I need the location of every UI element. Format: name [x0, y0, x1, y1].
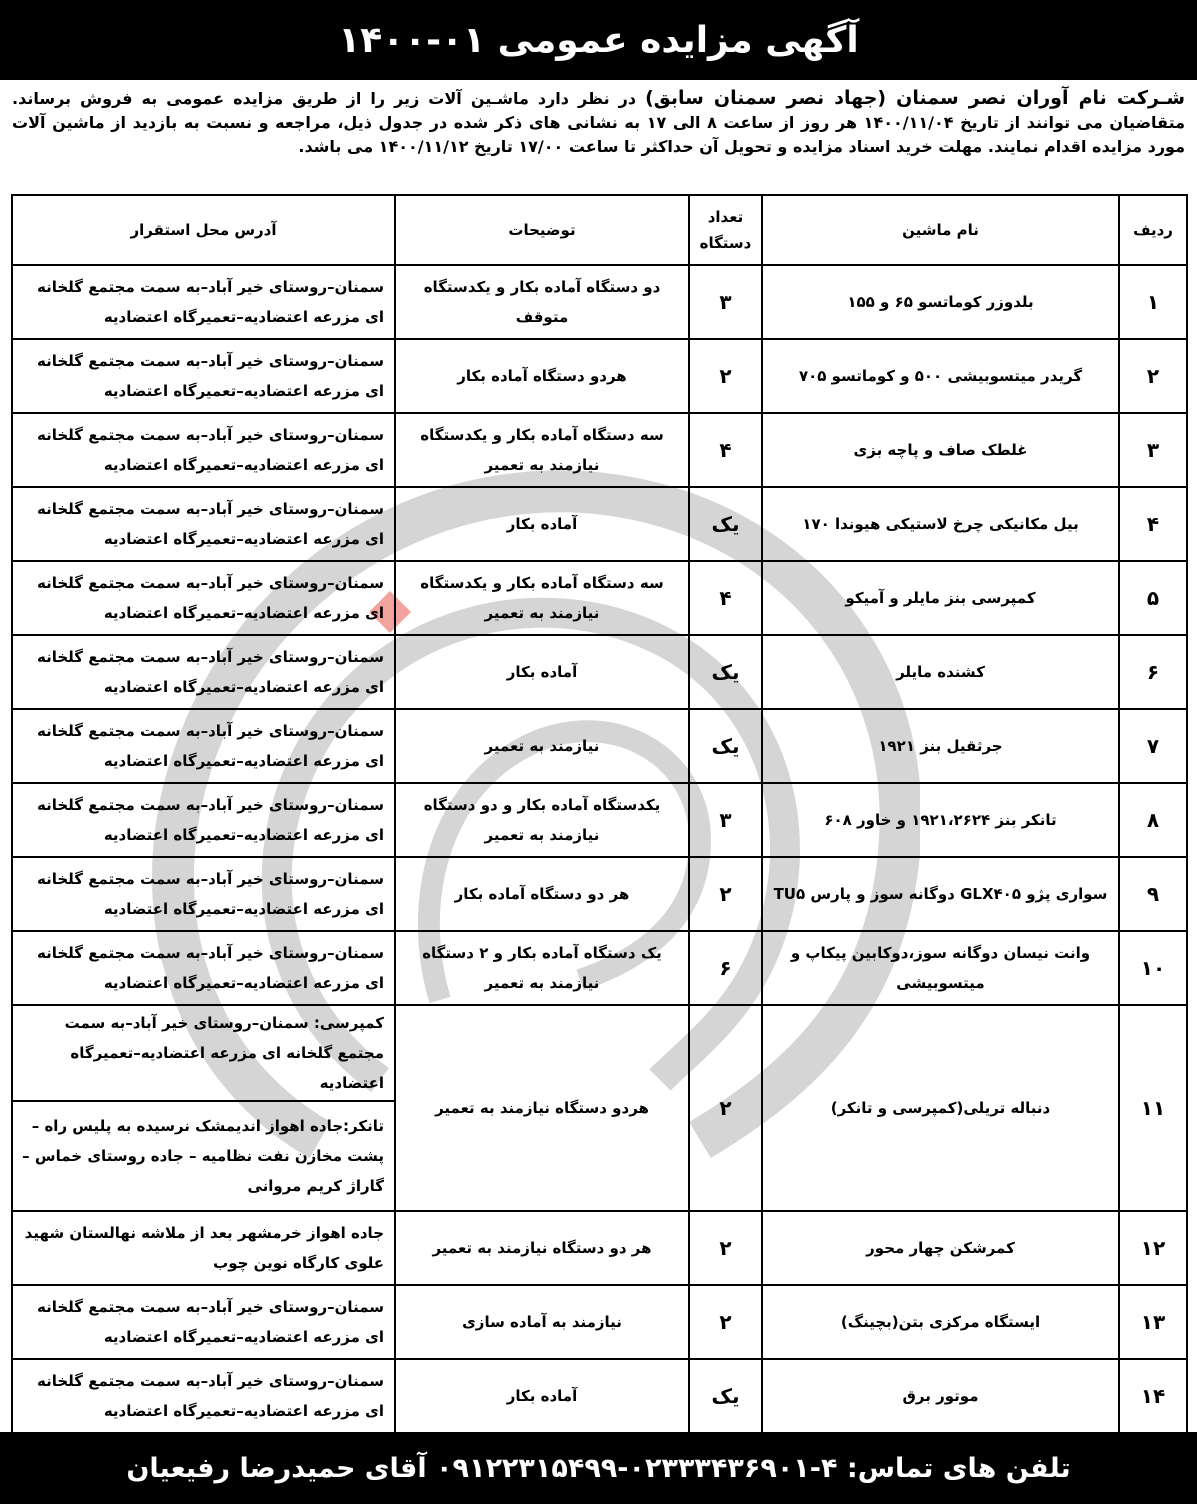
- row-number: ۲: [1119, 339, 1187, 413]
- machine-description: نیازمند به آماده سازی: [395, 1285, 689, 1359]
- machine-name: دنباله تریلی(کمپرسی و تانکر): [762, 1005, 1119, 1211]
- table-row: [12, 1005, 1187, 1101]
- machine-description: هر دو دستگاه آماده بکار: [395, 857, 689, 931]
- machine-description: هردو دستگاه نیازمند به تعمیر: [395, 1005, 689, 1211]
- contact-footer: [0, 1432, 1197, 1504]
- machine-address: سمنان–روستای خیر آباد–به سمت مجتمع گلخانه ای مزرعه اعتضادیه–تعمیرگاه اعتضادیه: [12, 1359, 395, 1433]
- table-header-row: [12, 195, 1187, 265]
- machine-count: یک: [689, 709, 762, 783]
- machine-name: بلدوزر کوماتسو ۶۵ و ۱۵۵: [762, 265, 1119, 339]
- machine-description: یکدستگاه آماده بکار و دو دستگاه نیازمند به تعمیر: [395, 783, 689, 857]
- table-row: [12, 265, 1187, 339]
- notice-title-text: آگهی مزایده عمومی ۰۱-۱۴۰۰: [338, 19, 859, 61]
- machine-count: ۶: [689, 931, 762, 1005]
- intro-text: در نظر دارد ماشـین آلات زیر را از طریق مزایده عمومی به فروش برساند. متقاضیان می توانند از تاریخ ۱۴۰۰/۱۱/۰۴ هر روز از ساعت ۸ الی ۱۷ به نشانی های ذکر شده در جدول ذیل، مراجعه و نسبت به بازدید از ماشین آلات مورد مزایده اقدام نمایند. مهلت خرید اسناد مزایده و تحویل آن حداکثر تا ساعت ۱۷/۰۰ تاریخ ۱۴۰۰/۱۱/۱۲ می باشد.: [12, 89, 1185, 156]
- machine-count: یک: [689, 1359, 762, 1433]
- machine-address: جاده اهواز خرمشهر بعد از ملاشه نهالستان شهید علوی کارگاه نوین چوب: [12, 1211, 395, 1285]
- table-row: [12, 783, 1187, 857]
- machine-count: ۲: [689, 857, 762, 931]
- machine-name: گریدر میتسوبیشی ۵۰۰ و کوماتسو ۷۰۵: [762, 339, 1119, 413]
- machine-name: موتور برق: [762, 1359, 1119, 1433]
- machine-address: سمنان–روستای خیر آباد–به سمت مجتمع گلخانه ای مزرعه اعتضادیه–تعمیرگاه اعتضادیه: [12, 783, 395, 857]
- machine-count: یک: [689, 635, 762, 709]
- table-row: [12, 413, 1187, 487]
- contact-phones: تلفن های تماس: ۴-۰۲۳۳۳۴۳۶۹۰۱-۰۹۱۲۲۳۱۵۴۹۹ آقای حمیدرضا رفیعیان: [126, 1452, 1071, 1484]
- row-number: ۵: [1119, 561, 1187, 635]
- row-number: ۳: [1119, 413, 1187, 487]
- row-number: ۴: [1119, 487, 1187, 561]
- machine-description: نیازمند به تعمیر: [395, 709, 689, 783]
- header-address: آدرس محل استقرار: [12, 195, 395, 265]
- row-number: ۱۱: [1119, 1005, 1187, 1211]
- machines-table: [11, 194, 1188, 1434]
- company-name: شـرکت نام آوران نصر سمنان (جهاد نصر سمنان سابق): [645, 87, 1185, 109]
- machine-count: ۲: [689, 339, 762, 413]
- machine-count: ۳: [689, 783, 762, 857]
- machine-address: سمنان–روستای خیر آباد–به سمت مجتمع گلخانه ای مزرعه اعتضادیه–تعمیرگاه اعتضادیه: [12, 413, 395, 487]
- machine-address: سمنان–روستای خیر آباد–به سمت مجتمع گلخانه ای مزرعه اعتضادیه–تعمیرگاه اعتضادیه: [12, 857, 395, 931]
- machine-name: تانکر بنز ۱۹۲۱،۲۶۲۴ و خاور ۶۰۸: [762, 783, 1119, 857]
- machine-address: کمپرسی: سمنان–روستای خیر آباد–به سمت مجتمع گلخانه ای مزرعه اعتضادیه–تعمیرگاه اعتضادیه: [12, 1005, 395, 1101]
- machine-count: ۴: [689, 413, 762, 487]
- table-row: [12, 1285, 1187, 1359]
- machine-name: جرثقیل بنز ۱۹۲۱: [762, 709, 1119, 783]
- table-row: [12, 1211, 1187, 1285]
- header-row-number: ردیف: [1119, 195, 1187, 265]
- row-number: ۱۳: [1119, 1285, 1187, 1359]
- machine-description: دو دستگاه آماده بکار و یکدستگاه متوقف: [395, 265, 689, 339]
- machine-address: سمنان–روستای خیر آباد–به سمت مجتمع گلخانه ای مزرعه اعتضادیه–تعمیرگاه اعتضادیه: [12, 709, 395, 783]
- row-number: ۶: [1119, 635, 1187, 709]
- machine-address: سمنان–روستای خیر آباد–به سمت مجتمع گلخانه ای مزرعه اعتضادیه–تعمیرگاه اعتضادیه: [12, 265, 395, 339]
- machine-name: کمپرسی بنز مایلر و آمیکو: [762, 561, 1119, 635]
- machine-address: سمنان–روستای خیر آباد–به سمت مجتمع گلخانه ای مزرعه اعتضادیه–تعمیرگاه اعتضادیه: [12, 931, 395, 1005]
- table-row: [12, 561, 1187, 635]
- machine-name: بیل مکانیکی چرخ لاستیکی هیوندا ۱۷۰: [762, 487, 1119, 561]
- table-row: [12, 709, 1187, 783]
- machine-address: سمنان–روستای خیر آباد–به سمت مجتمع گلخانه ای مزرعه اعتضادیه–تعمیرگاه اعتضادیه: [12, 339, 395, 413]
- row-number: ۹: [1119, 857, 1187, 931]
- row-number: ۱: [1119, 265, 1187, 339]
- machine-name: کشنده مایلر: [762, 635, 1119, 709]
- machine-description: هر دو دستگاه نیازمند به تعمیر: [395, 1211, 689, 1285]
- machine-description: هردو دستگاه آماده بکار: [395, 339, 689, 413]
- machine-description: آماده بکار: [395, 635, 689, 709]
- machine-address: سمنان–روستای خیر آباد–به سمت مجتمع گلخانه ای مزرعه اعتضادیه–تعمیرگاه اعتضادیه: [12, 1285, 395, 1359]
- machine-count: ۲: [689, 1211, 762, 1285]
- row-number: ۱۴: [1119, 1359, 1187, 1433]
- header-count: تعداد دستگاه: [689, 195, 762, 265]
- machine-description: آماده بکار: [395, 1359, 689, 1433]
- row-number: ۷: [1119, 709, 1187, 783]
- machine-name: کمرشکن چهار محور: [762, 1211, 1119, 1285]
- table-row: [12, 1359, 1187, 1433]
- row-number: ۸: [1119, 783, 1187, 857]
- intro-paragraph: [12, 86, 1185, 186]
- machine-description: یک دستگاه آماده بکار و ۲ دستگاه نیازمند به تعمیر: [395, 931, 689, 1005]
- machine-description: سه دستگاه آماده بکار و یکدستگاه نیازمند به تعمیر: [395, 413, 689, 487]
- table-row: [12, 931, 1187, 1005]
- machine-address-secondary: تانکر:جاده اهواز اندیمشک نرسیده به پلیس راه – پشت مخازن نفت نظامیه – جاده روستای خماس – گاراژ کریم مروانی: [12, 1101, 395, 1211]
- machine-address: سمنان–روستای خیر آباد–به سمت مجتمع گلخانه ای مزرعه اعتضادیه–تعمیرگاه اعتضادیه: [12, 561, 395, 635]
- machine-count: ۲: [689, 1005, 762, 1211]
- machine-name: وانت نیسان دوگانه سوز،دوکابین پیکاپ و میتسوبیشی: [762, 931, 1119, 1005]
- machine-description: آماده بکار: [395, 487, 689, 561]
- table-row: [12, 635, 1187, 709]
- header-description: توضیحات: [395, 195, 689, 265]
- machine-address: سمنان–روستای خیر آباد–به سمت مجتمع گلخانه ای مزرعه اعتضادیه–تعمیرگاه اعتضادیه: [12, 635, 395, 709]
- machine-count: ۲: [689, 1285, 762, 1359]
- table-row: [12, 857, 1187, 931]
- machine-name: سواری پژو GLX۴۰۵ دوگانه سوز و پارس TU۵: [762, 857, 1119, 931]
- header-machine-name: نام ماشین: [762, 195, 1119, 265]
- machine-name: غلطک صاف و پاچه بزی: [762, 413, 1119, 487]
- row-number: ۱۲: [1119, 1211, 1187, 1285]
- machine-name: ایستگاه مرکزی بتن(بچینگ): [762, 1285, 1119, 1359]
- row-number: ۱۰: [1119, 931, 1187, 1005]
- table-row: [12, 487, 1187, 561]
- table-row: [12, 339, 1187, 413]
- machine-count: ۳: [689, 265, 762, 339]
- machine-address: سمنان–روستای خیر آباد–به سمت مجتمع گلخانه ای مزرعه اعتضادیه–تعمیرگاه اعتضادیه: [12, 487, 395, 561]
- machine-count: ۴: [689, 561, 762, 635]
- machine-description: سه دستگاه آماده بکار و یکدستگاه نیازمند به تعمیر: [395, 561, 689, 635]
- machine-count: یک: [689, 487, 762, 561]
- notice-title: [0, 0, 1197, 80]
